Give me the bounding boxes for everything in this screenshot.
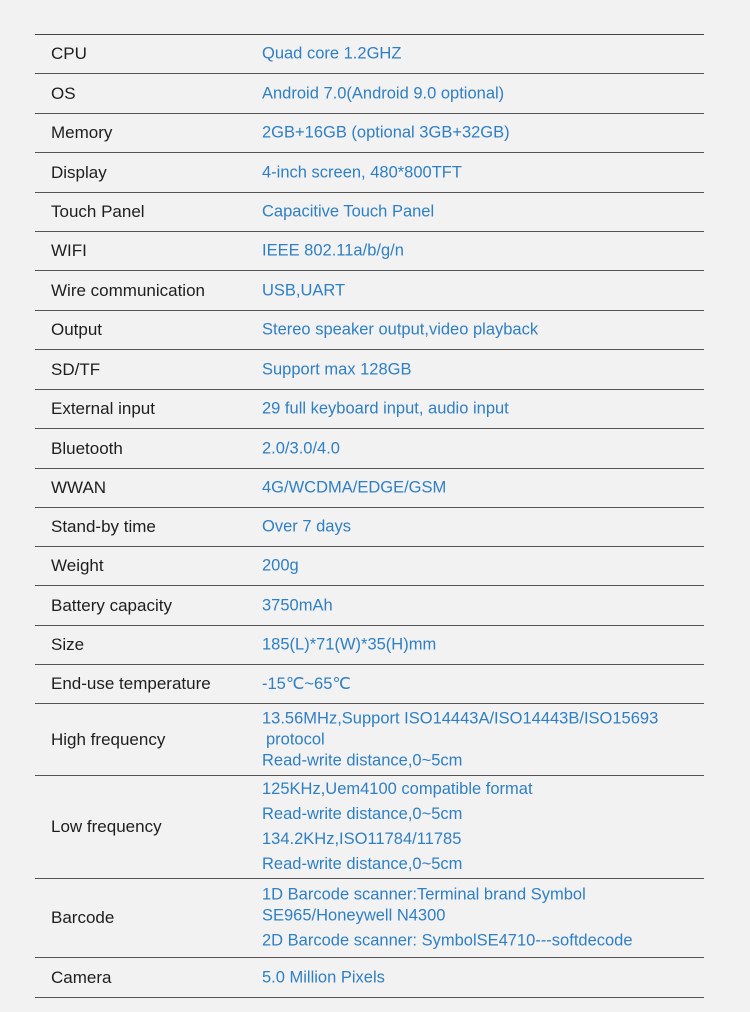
spec-value xyxy=(262,45,696,64)
spec-row xyxy=(35,193,704,232)
spec-row xyxy=(35,74,704,114)
spec-label: Low frequency xyxy=(51,817,162,836)
spec-label: High frequency xyxy=(51,729,166,749)
spec-value xyxy=(262,708,696,771)
spec-value-line: 200g xyxy=(262,556,299,575)
spec-row xyxy=(35,958,704,998)
spec-value xyxy=(262,124,696,143)
spec-row xyxy=(35,311,704,350)
spec-label: Wire communication xyxy=(51,280,205,300)
spec-label: Output xyxy=(51,320,103,339)
spec-value-line: 2GB+16GB (optional 3GB+32GB) xyxy=(262,123,510,142)
spec-value xyxy=(262,557,696,576)
spec-value-line: Read-write distance,0~5cm xyxy=(262,751,463,769)
spec-value-line: Read-write distance,0~5cm xyxy=(262,855,463,873)
spec-value-line: Read-write distance,0~5cm xyxy=(262,805,463,823)
spec-value-line: Stereo speaker output,video playback xyxy=(262,320,539,339)
spec-value xyxy=(262,674,696,694)
spec-value xyxy=(262,596,696,615)
spec-value-line: 134.2KHz,ISO11784/11785 xyxy=(262,830,462,848)
spec-row xyxy=(35,626,704,665)
spec-label: Touch Panel xyxy=(51,202,145,221)
spec-label: End-use temperature xyxy=(51,674,211,693)
spec-value-line: -15℃~65℃ xyxy=(262,675,351,693)
spec-value-line: Over 7 days xyxy=(262,517,351,536)
spec-value-line: 4-inch screen, 480*800TFT xyxy=(262,163,462,181)
spec-value-line: 2D Barcode scanner: SymbolSE4710---softdecode xyxy=(262,931,633,950)
spec-value-line: 13.56MHz,Support ISO14443A/ISO14443B/ISO15693 xyxy=(262,709,659,727)
spec-label: WIFI xyxy=(51,241,87,260)
spec-label: OS xyxy=(51,83,76,103)
spec-value xyxy=(262,479,696,498)
spec-value-line: Quad core 1.2GHZ xyxy=(262,44,402,63)
spec-value xyxy=(262,518,696,537)
spec-row xyxy=(35,35,704,74)
spec-value-line: 5.0 Million Pixels xyxy=(262,968,385,986)
spec-value xyxy=(262,281,696,300)
spec-value xyxy=(262,163,696,182)
spec-value-line: 125KHz,Uem4100 compatible format xyxy=(262,780,533,798)
spec-label: CPU xyxy=(51,44,87,63)
spec-value-line: USB,UART xyxy=(262,281,346,299)
spec-value xyxy=(262,360,696,379)
spec-value-line: 29 full keyboard input, audio input xyxy=(262,399,509,418)
spec-label: SD/TF xyxy=(51,359,101,379)
spec-value xyxy=(262,636,696,655)
spec-label: Display xyxy=(51,162,107,182)
spec-value-line: IEEE 802.11a/b/g/n xyxy=(262,241,404,260)
spec-value-line: Android 7.0(Android 9.0 optional) xyxy=(262,84,505,102)
spec-row xyxy=(35,271,704,311)
spec-row xyxy=(35,232,704,271)
spec-value xyxy=(262,779,696,875)
spec-value-line: 4G/WCDMA/EDGE/GSM xyxy=(262,478,447,497)
spec-label: External input xyxy=(51,399,155,418)
spec-value-line: protocol xyxy=(266,730,325,748)
spec-value-line: Support max 128GB xyxy=(262,360,412,378)
spec-value-line: Capacitive Touch Panel xyxy=(262,202,435,221)
spec-row xyxy=(35,704,704,776)
spec-label: Memory xyxy=(51,123,113,142)
spec-value xyxy=(262,968,696,987)
spec-value-line: SE965/Honeywell N4300 xyxy=(262,906,446,925)
spec-row xyxy=(35,776,704,879)
spec-label: WWAN xyxy=(51,478,107,497)
spec-row xyxy=(35,114,704,153)
spec-row xyxy=(35,508,704,547)
spec-row xyxy=(35,390,704,429)
spec-value-line: 185(L)*71(W)*35(H)mm xyxy=(262,635,437,654)
spec-value xyxy=(262,439,696,458)
spec-value-line: 1D Barcode scanner:Terminal brand Symbol xyxy=(262,885,586,904)
spec-value xyxy=(262,321,696,340)
spec-table xyxy=(35,34,704,998)
spec-row xyxy=(35,879,704,958)
spec-value xyxy=(262,203,696,222)
spec-row xyxy=(35,350,704,390)
spec-row xyxy=(35,547,704,586)
spec-row xyxy=(35,665,704,704)
spec-label: Barcode xyxy=(51,908,115,927)
spec-label: Stand-by time xyxy=(51,517,156,536)
spec-label: Bluetooth xyxy=(51,438,123,458)
spec-value xyxy=(262,885,696,952)
spec-row xyxy=(35,153,704,193)
spec-value-line: 3750mAh xyxy=(262,596,333,614)
spec-label: Camera xyxy=(51,967,112,987)
spec-label: Battery capacity xyxy=(51,595,172,615)
spec-label: Weight xyxy=(51,556,104,575)
spec-row xyxy=(35,429,704,469)
spec-value-line: 2.0/3.0/4.0 xyxy=(262,439,340,457)
spec-value xyxy=(262,400,696,419)
spec-value xyxy=(262,242,696,261)
spec-row xyxy=(35,469,704,508)
spec-value xyxy=(262,84,696,103)
spec-label: Size xyxy=(51,635,85,654)
spec-row xyxy=(35,586,704,626)
